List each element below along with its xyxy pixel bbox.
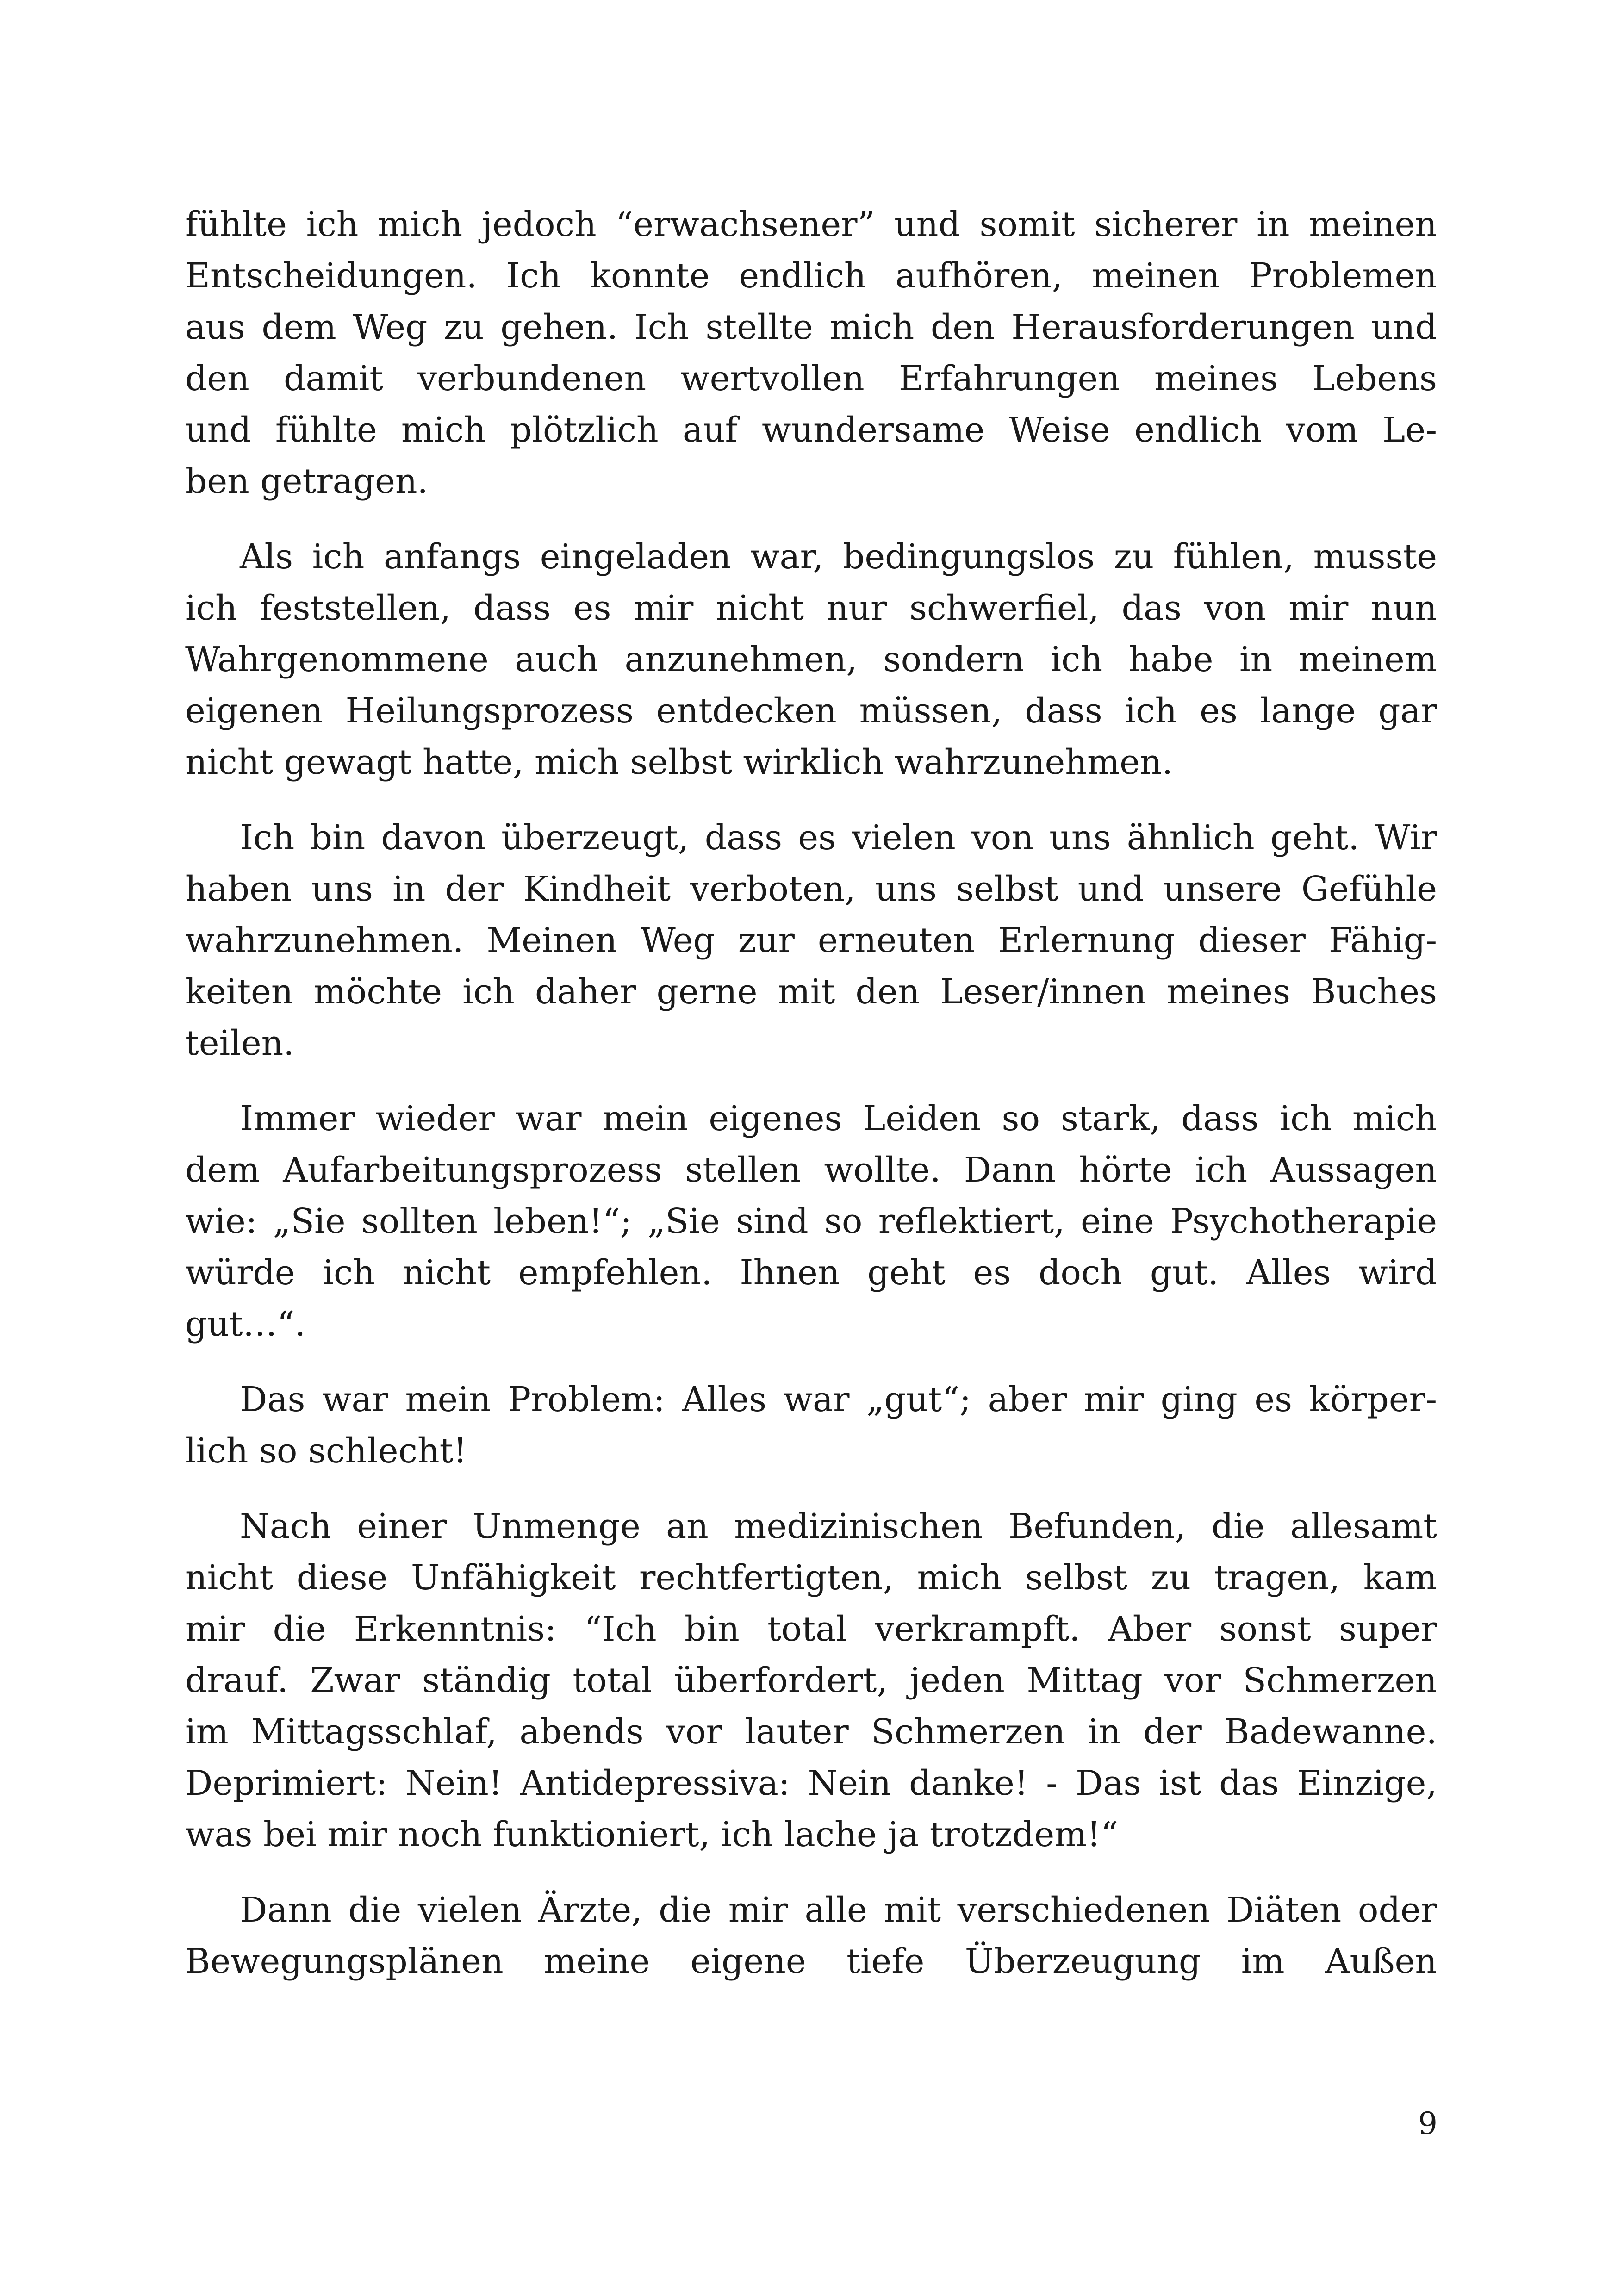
text-line: was bei mir noch funktioniert, ich lache ja trotzdem!“ [185,1815,1119,1854]
paragraph-5 [185,1374,1437,1477]
paragraph-1 [185,199,1437,507]
text-line: ben getragen. [185,461,429,501]
text-line: teilen. [185,1023,294,1063]
text-line: wahrzunehmen. Meinen Weg zur erneuten Erlernung dieser Fähig- [185,921,1437,960]
text-line: Bewegungsplänen meine eigene tiefe Überzeugung im Außen [185,1941,1437,1981]
text-line: aus dem Weg zu gehen. Ich stellte mich den Herausforderungen und [185,307,1437,347]
text-line: ich feststellen, dass es mir nicht nur schwerfiel, das von mir nun [185,588,1437,628]
text-line: Immer wieder war mein eigenes Leiden so stark, dass ich mich [240,1099,1437,1139]
page-number: 9 [1418,2106,1438,2141]
text-line: und fühlte mich plötzlich auf wundersame Weise endlich vom Le- [185,410,1437,450]
text-line: den damit verbundenen wertvollen Erfahrungen meines Lebens [185,359,1437,398]
text-line: mir die Erkenntnis: “Ich bin total verkrampft. Aber sonst super [185,1609,1437,1649]
text-line: nicht diese Unfähigkeit rechtfertigten, mich selbst zu tragen, kam [185,1558,1437,1598]
text-line: wie: „Sie sollten leben!“; „Sie sind so reflektiert, eine Psychotherapie [185,1201,1437,1241]
paragraph-6 [185,1501,1437,1860]
text-line: Als ich anfangs eingeladen war, bedingungslos zu fühlen, musste [240,537,1437,577]
body-text [185,199,1437,2011]
text-line: Ich bin davon überzeugt, dass es vielen von uns ähnlich geht. Wir [240,818,1437,858]
paragraph-3 [185,812,1437,1069]
text-line: gut…“. [185,1304,306,1344]
text-line: Nach einer Unmenge an medizinischen Befunden, die allesamt [240,1506,1437,1546]
text-line: keiten möchte ich daher gerne mit den Leser/innen meines Buches [185,972,1437,1012]
text-line: Entscheidungen. Ich konnte endlich aufhören, meinen Problemen [185,256,1437,296]
text-line: haben uns in der Kindheit verboten, uns selbst und unsere Gefühle [185,869,1437,909]
text-line: im Mittagsschlaf, abends vor lauter Schmerzen in der Badewanne. [185,1712,1437,1752]
paragraph-7 [185,1885,1437,1987]
text-line: lich so schlecht! [185,1431,467,1471]
text-line: dem Aufarbeitungsprozess stellen wollte. Dann hörte ich Aussagen [185,1150,1437,1190]
text-line: Deprimiert: Nein! Antidepressiva: Nein danke! - Das ist das Einzige, [185,1763,1437,1803]
text-line: nicht gewagt hatte, mich selbst wirklich wahrzunehmen. [185,742,1173,782]
text-line: Dann die vielen Ärzte, die mir alle mit verschiedenen Diäten oder [240,1890,1437,1930]
text-line: würde ich nicht empfehlen. Ihnen geht es doch gut. Alles wird [185,1253,1437,1293]
paragraph-2 [185,531,1437,788]
text-line: Wahrgenommene auch anzunehmen, sondern ich habe in meinem [185,640,1437,679]
text-line: Das war mein Problem: Alles war „gut“; aber mir ging es körper- [240,1380,1437,1419]
paragraph-4 [185,1093,1437,1350]
text-line: drauf. Zwar ständig total überfordert, jeden Mittag vor Schmerzen [185,1661,1437,1700]
text-line: fühlte ich mich jedoch “erwachsener” und somit sicherer in meinen [185,205,1437,244]
text-line: eigenen Heilungsprozess entdecken müssen, dass ich es lange gar [185,691,1437,731]
